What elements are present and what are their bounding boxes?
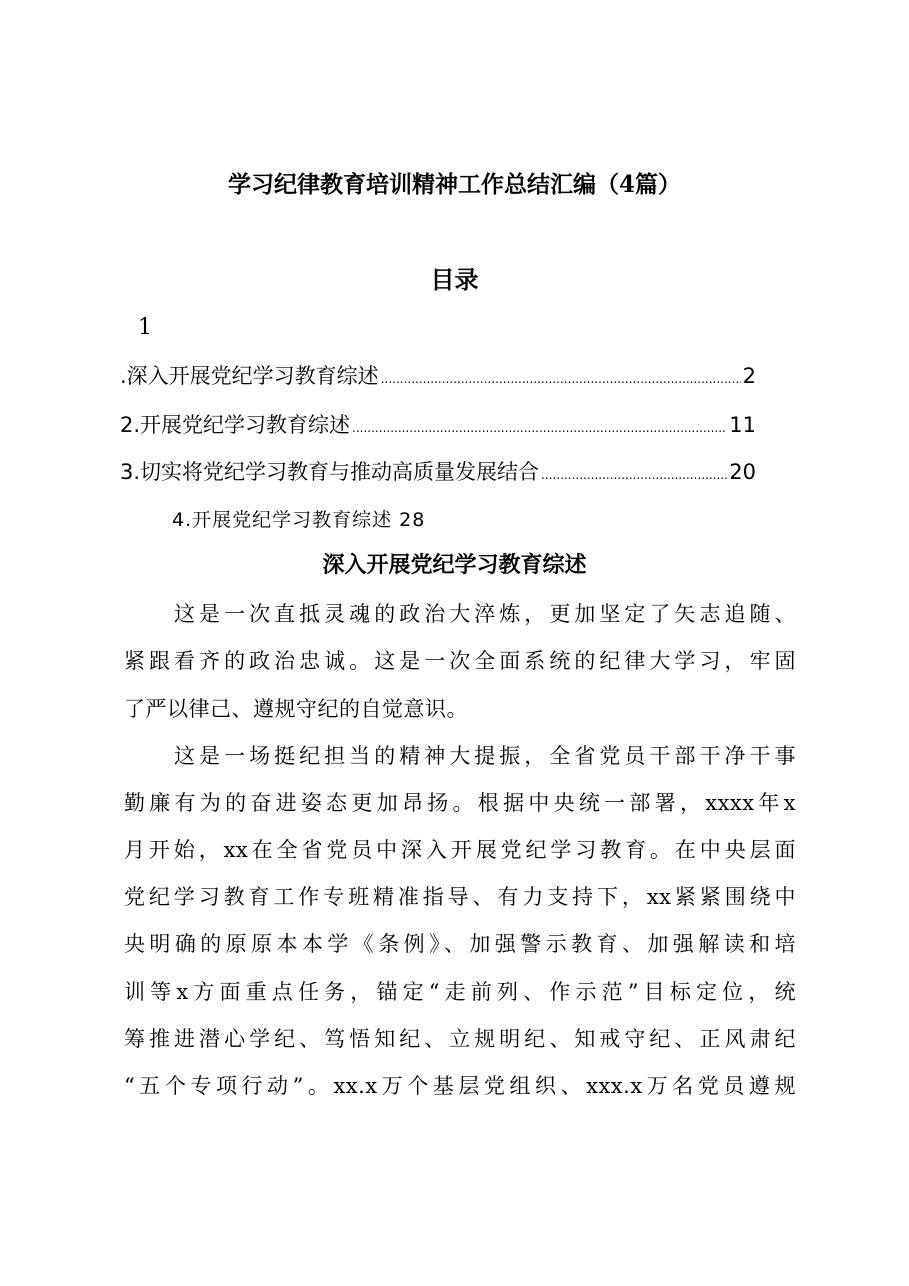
toc-entry-text: 2.开展党纪学习教育综述	[120, 413, 351, 437]
paragraph-line: 党纪学习教育工作专班精准指导、有力支持下，xx紧紧围绕中	[124, 885, 796, 909]
paragraph-line: 这是一场挺纪担当的精神大提振，全省党员干部干净干事	[124, 744, 796, 768]
toc-entry-text: .深入开展党纪学习教育综述	[120, 364, 379, 388]
paragraph-line: 紧跟看齐的政治忠诚。这是一次全面系统的纪律大学习，牢固	[124, 649, 796, 673]
toc-dot-leader	[541, 469, 727, 481]
paragraph-line: 筹推进潜心学纪、笃悟知纪、立规明纪、知戒守纪、正风肃纪	[124, 1027, 796, 1051]
paragraph-line: 勤廉有为的奋进姿态更加昂扬。根据中央统一部署，xxxx年x	[124, 791, 796, 815]
toc-entry-page: 20	[729, 460, 756, 484]
document-title: 学习纪律教育培训精神工作总结汇编（4篇）	[227, 171, 681, 198]
toc-entry-page: 2	[742, 364, 756, 388]
toc-entry[interactable]	[120, 360, 756, 390]
paragraph-line: 了严以律己、遵规守纪的自觉意识。	[124, 697, 468, 721]
paragraph-line: 训等x方面重点任务，锚定“走前列、作示范”目标定位，统	[124, 980, 796, 1004]
paragraph-line: “五个专项行动”。xx.x万个基层党组织、xxx.x万名党员遵规	[124, 1074, 796, 1098]
toc-entry[interactable]	[120, 456, 756, 486]
toc-heading: 目录	[430, 265, 479, 294]
toc-entry-text: 3.切实将党纪学习教育与推动高质量发展结合	[120, 460, 540, 484]
section-title: 深入开展党纪学习教育综述	[322, 552, 587, 578]
toc-dot-leader	[352, 422, 727, 434]
toc-stray-number: 1	[138, 315, 152, 340]
paragraph-line: 月开始，xx在全省党员中深入开展党纪学习教育。在中央层面	[124, 838, 796, 862]
toc-dot-leader	[381, 373, 741, 385]
paragraph-line: 这是一次直抵灵魂的政治大淬炼，更加坚定了矢志追随、	[124, 602, 796, 626]
toc-entry-plain[interactable]: 4.开展党纪学习教育综述 28	[172, 509, 426, 531]
toc-entry[interactable]	[120, 409, 756, 439]
paragraph-line: 央明确的原原本本学《条例》、加强警示教育、加强解读和培	[124, 932, 796, 956]
toc-entry-page: 11	[729, 413, 756, 437]
